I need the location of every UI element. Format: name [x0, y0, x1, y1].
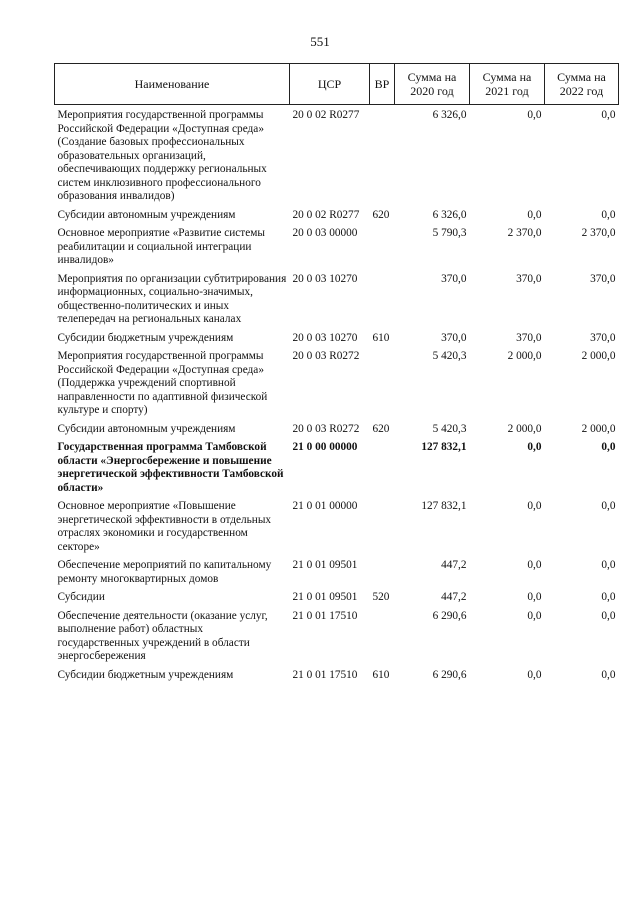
cell-csr: 20 0 02 R0277: [292, 109, 360, 121]
cell-name: Обеспечение мероприятий по капитальному ремонту многоквартирных домов: [57, 559, 272, 585]
cell-csr: 20 0 02 R0277: [292, 208, 360, 221]
cell-csr: 20 0 03 R0272: [292, 350, 360, 362]
cell-sum-2020: 6 326,0: [432, 109, 467, 121]
cell-sum-2022: 0,0: [601, 668, 616, 681]
cell-sum-2022: 0,0: [601, 208, 616, 221]
table-header: [55, 64, 619, 105]
cell-sum-2022: 0,0: [601, 500, 616, 512]
cell-sum-2021: 0,0: [527, 500, 542, 512]
cell-name: Мероприятия государственной программы Российской Федерации «Доступная среда» (Поддержка учреждений спортивной направленности по адаптивной физической культуре и спорту): [57, 350, 268, 416]
header-name: Наименование: [55, 64, 290, 105]
table-row: [55, 271, 619, 330]
cell-csr: 21 0 01 17510: [292, 609, 358, 622]
cell-sum-2020: 5 420,3: [432, 350, 467, 362]
cell-sum-2022: 2 000,0: [581, 350, 616, 362]
cell-name: Основное мероприятие «Развитие системы реабилитации и социальной интеграции инвалидов»: [57, 227, 265, 266]
cell-csr: 21 0 01 00000: [292, 500, 358, 512]
cell-sum-2022: 370,0: [590, 331, 616, 344]
table-row: [55, 439, 619, 498]
cell-sum-2020: 6 326,0: [432, 208, 467, 221]
cell-sum-2022: 0,0: [601, 609, 616, 622]
cell-sum-2022: 0,0: [601, 591, 616, 603]
header-csr: ЦСР: [290, 64, 370, 105]
cell-sum-2022: 2 370,0: [581, 227, 616, 239]
cell-name: Государственная программа Тамбовской области «Энергосбережение и повышение энергетической эффективности Тамбовской области»: [57, 441, 284, 494]
cell-sum-2021: 0,0: [527, 559, 542, 571]
cell-sum-2021: 2 000,0: [507, 422, 542, 435]
cell-sum-2022: 0,0: [601, 559, 616, 571]
cell-sum-2020: 447,2: [441, 591, 467, 603]
cell-sum-2020: 6 290,6: [432, 668, 467, 681]
cell-sum-2021: 2 000,0: [507, 350, 542, 362]
cell-name: Субсидии автономным учреждениям: [57, 422, 236, 435]
cell-vr: [370, 557, 395, 589]
cell-vr: [370, 498, 395, 557]
table-row: [55, 225, 619, 271]
cell-name: Субсидии автономным учреждениям: [57, 208, 236, 221]
cell-csr: 21 0 00 00000: [292, 441, 358, 453]
cell-sum-2021: 0,0: [527, 109, 542, 121]
header-sum-2021: Сумма на 2021 год: [470, 64, 545, 105]
table-row: [55, 348, 619, 421]
cell-sum-2022: 0,0: [601, 441, 616, 453]
cell-csr: 20 0 03 10270: [292, 272, 358, 285]
table-body: [55, 105, 619, 686]
table-row: [55, 608, 619, 667]
cell-vr: [370, 439, 395, 498]
cell-sum-2021: 0,0: [527, 591, 542, 603]
cell-sum-2020: 370,0: [441, 331, 467, 344]
cell-sum-2020: 6 290,6: [432, 609, 467, 622]
cell-name: Обеспечение деятельности (оказание услуг, выполнение работ) областных государственных учреждений в области энергосбережения: [57, 609, 268, 662]
cell-vr: [370, 608, 395, 667]
cell-sum-2021: 2 370,0: [507, 227, 542, 239]
table-row: [55, 421, 619, 440]
cell-sum-2022: 0,0: [601, 109, 616, 121]
cell-name: Основное мероприятие «Повышение энергетической эффективности в отдельных отраслях экономики и государственном секторе»: [57, 500, 272, 553]
cell-sum-2020: 5 790,3: [432, 227, 467, 239]
cell-sum-2022: 2 000,0: [581, 422, 616, 435]
table-row: [55, 105, 619, 207]
cell-csr: 20 0 03 R0272: [292, 422, 360, 435]
header-sum-2020: Сумма на 2020 год: [395, 64, 470, 105]
cell-name: Субсидии: [57, 591, 105, 603]
table-row: [55, 330, 619, 349]
budget-table: [54, 63, 619, 685]
cell-sum-2021: 0,0: [527, 668, 542, 681]
cell-vr: 610: [372, 331, 390, 344]
cell-sum-2022: 370,0: [590, 272, 616, 285]
cell-name: Субсидии бюджетным учреждениям: [57, 331, 234, 344]
cell-vr: 620: [372, 208, 390, 221]
header-sum-2022: Сумма на 2022 год: [545, 64, 619, 105]
cell-csr: 20 0 03 00000: [292, 227, 358, 239]
table-row: [55, 557, 619, 589]
table-row: [55, 667, 619, 686]
cell-sum-2020: 447,2: [441, 559, 467, 571]
cell-name: Мероприятия государственной программы Российской Федерации «Доступная среда» (Создание базовых профессиональных образовательных организаций, обеспечивающих поддержку региональных систем инклюзивного профессионального образования инвалидов): [57, 109, 267, 202]
cell-vr: 620: [372, 422, 390, 435]
cell-vr: [370, 271, 395, 330]
cell-sum-2020: 127 832,1: [421, 500, 467, 512]
cell-vr: [370, 348, 395, 421]
cell-sum-2020: 5 420,3: [432, 422, 467, 435]
table-row: [55, 207, 619, 226]
cell-sum-2020: 370,0: [441, 272, 467, 285]
cell-vr: [370, 225, 395, 271]
table-row: [55, 498, 619, 557]
cell-name: Субсидии бюджетным учреждениям: [57, 668, 234, 681]
cell-name: Мероприятия по организации субтитрирования информационных, социально-значимых, общественно-политических и иных телепередач на региональных каналах: [57, 272, 287, 325]
cell-sum-2021: 370,0: [516, 331, 542, 344]
cell-sum-2020: 127 832,1: [421, 441, 467, 453]
cell-vr: [370, 105, 395, 207]
cell-csr: 21 0 01 09501: [292, 559, 358, 571]
cell-sum-2021: 0,0: [527, 208, 542, 221]
page-number: 551: [310, 34, 330, 49]
cell-vr: 520: [372, 591, 390, 603]
cell-sum-2021: 370,0: [516, 272, 542, 285]
cell-sum-2021: 0,0: [527, 441, 542, 453]
cell-vr: 610: [372, 668, 390, 681]
table-row: [55, 589, 619, 608]
header-vr: ВР: [370, 64, 395, 105]
cell-csr: 21 0 01 17510: [292, 668, 358, 681]
cell-csr: 21 0 01 09501: [292, 591, 358, 603]
cell-csr: 20 0 03 10270: [292, 331, 358, 344]
cell-sum-2021: 0,0: [527, 609, 542, 622]
